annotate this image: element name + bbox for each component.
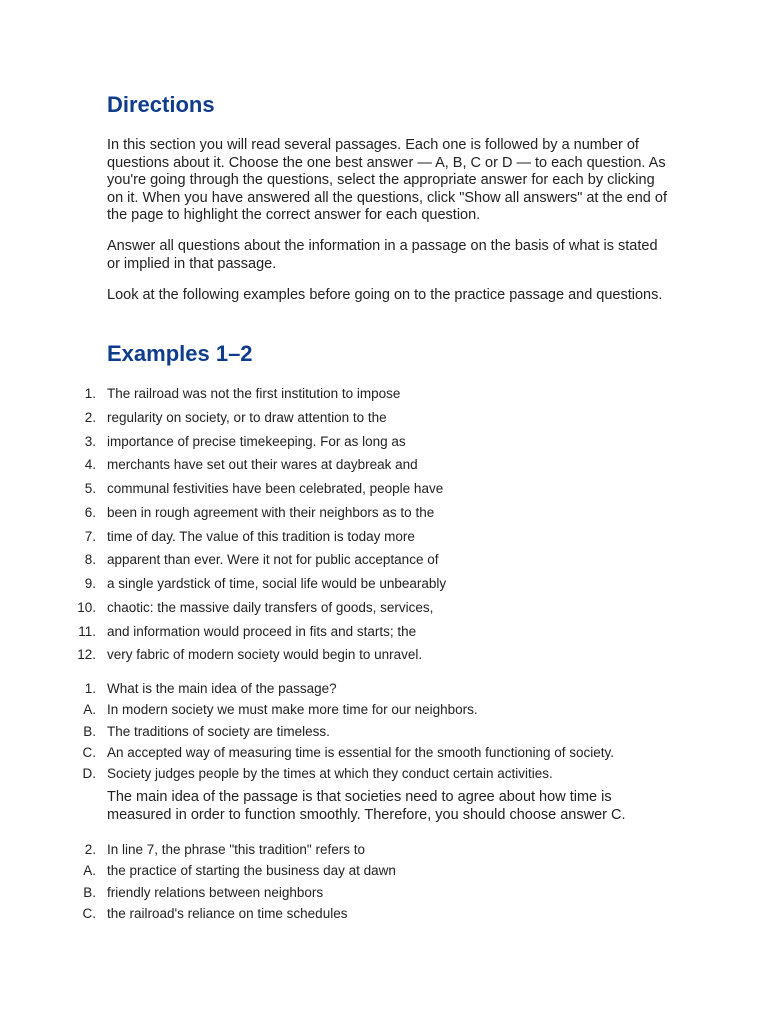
passage-lines <box>0 382 768 667</box>
line-text: a single yardstick of time, social life would be unbearably <box>107 576 447 591</box>
option-letter: D. <box>82 766 96 782</box>
line-number: 1. <box>84 386 96 401</box>
line-number: 6. <box>84 504 96 520</box>
directions-paragraph-2: Answer all questions about the information in a passage on the basis of what is stated or implied in that passage. <box>107 238 658 272</box>
answer-option-d[interactable] <box>0 763 768 784</box>
passage-line <box>0 453 768 477</box>
line-text: merchants have set out their wares at daybreak and <box>107 457 418 473</box>
line-text: communal festivities have been celebrated, people have <box>107 481 444 496</box>
line-number: 3. <box>84 433 96 449</box>
passage-line <box>0 430 768 454</box>
line-number: 11. <box>78 623 96 639</box>
question-1-prompt <box>0 678 768 699</box>
line-text: time of day. The value of this tradition is today more <box>107 528 415 544</box>
answer-option-b[interactable] <box>0 721 768 742</box>
option-letter: B. <box>83 723 96 739</box>
directions-paragraph-1: In this section you will read several passages. Each one is followed by a number of questions about it. Choose the one best answer — A, B, C or D — to each question. As you're going through the questions, select the appropriate answer for each by clicking on it. When you have answered all the questions, click "Show all answers" at the end of the page to highlight the correct answer for each question. <box>107 137 667 224</box>
option-text[interactable]: An accepted way of measuring time is essential for the smooth functioning of society. <box>107 744 615 760</box>
line-number: 9. <box>84 576 96 591</box>
passage-line <box>0 620 768 644</box>
option-text[interactable]: In modern society we must make more time for our neighbors. <box>107 702 478 718</box>
question-text: What is the main idea of the passage? <box>107 681 337 696</box>
line-number: 12. <box>77 647 96 663</box>
examples-heading: Examples 1–2 <box>107 341 253 366</box>
line-text: importance of precise timekeeping. For as long as <box>107 433 406 449</box>
passage-line <box>0 643 768 667</box>
line-text: been in rough agreement with their neighbors as to the <box>107 504 435 520</box>
line-text: and information would proceed in fits and starts; the <box>107 623 417 639</box>
answer-option-a[interactable] <box>0 699 768 720</box>
question-2-prompt <box>0 839 768 860</box>
answer-option-a[interactable] <box>0 860 768 881</box>
line-text: regularity on society, or to draw attention to the <box>107 409 387 425</box>
line-text: chaotic: the massive daily transfers of goods, services, <box>107 599 434 615</box>
answer-explanation: The main idea of the passage is that societies need to agree about how time is measured in order to function smoothly. Therefore, you should choose answer C. <box>107 789 626 823</box>
passage-line <box>0 548 768 572</box>
question-text: In line 7, the phrase "this tradition" refers to <box>107 842 365 857</box>
line-number: 7. <box>84 528 96 544</box>
line-text: The railroad was not the first institution to impose <box>107 386 401 401</box>
option-letter: A. <box>83 863 96 879</box>
answer-option-b[interactable] <box>0 882 768 903</box>
option-text[interactable]: The traditions of society are timeless. <box>107 723 330 739</box>
passage-line <box>0 525 768 549</box>
line-number: 10. <box>77 599 96 615</box>
passage-line <box>0 572 768 596</box>
option-letter: A. <box>83 702 96 718</box>
passage-line <box>0 477 768 501</box>
question-2-list <box>0 839 768 924</box>
question-1-list <box>0 678 768 784</box>
passage-line <box>0 596 768 620</box>
option-letter: C. <box>82 905 96 921</box>
line-number: 8. <box>84 552 96 568</box>
option-text[interactable]: the railroad's reliance on time schedules <box>107 905 348 921</box>
option-text[interactable]: Society judges people by the times at which they conduct certain activities. <box>107 766 553 782</box>
line-text: apparent than ever. Were it not for public acceptance of <box>107 552 439 568</box>
directions-paragraph-3: Look at the following examples before going on to the practice passage and questions. <box>107 287 663 303</box>
line-number: 2. <box>84 409 96 425</box>
question-number: 1. <box>84 681 96 696</box>
directions-heading: Directions <box>107 92 215 117</box>
question-number: 2. <box>84 842 96 857</box>
line-number: 5. <box>84 481 96 496</box>
option-text[interactable]: the practice of starting the business day at dawn <box>107 863 396 879</box>
passage-line <box>0 382 768 406</box>
passage-line <box>0 501 768 525</box>
line-text: very fabric of modern society would begin to unravel. <box>107 647 423 663</box>
passage-line <box>0 406 768 430</box>
line-number: 4. <box>84 457 96 473</box>
answer-option-c[interactable] <box>0 742 768 763</box>
answer-option-c[interactable] <box>0 903 768 924</box>
option-text[interactable]: friendly relations between neighbors <box>107 884 324 900</box>
option-letter: B. <box>83 884 96 900</box>
option-letter: C. <box>82 744 96 760</box>
